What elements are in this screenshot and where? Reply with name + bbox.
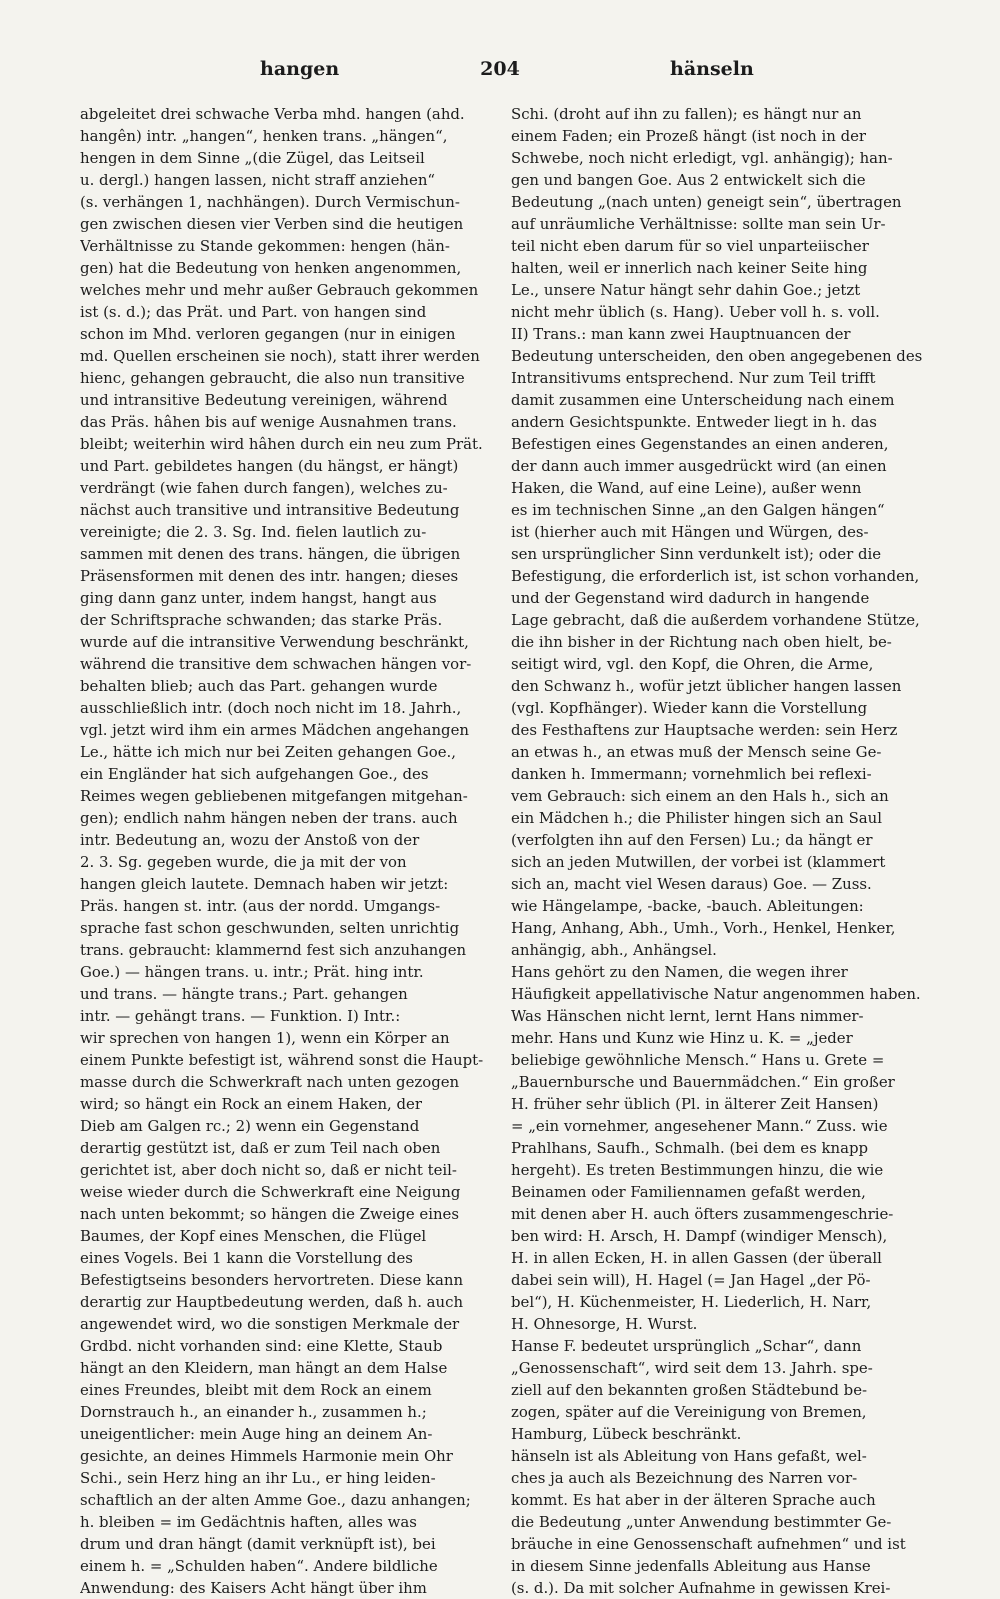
text-line: Bedeutung „(nach unten) geneigt sein“, übertragen (511, 193, 902, 211)
text-line: Dieb am Galgen rc.; 2) wenn ein Gegenstand (80, 1117, 420, 1135)
text-line: einem Punkte befestigt ist, während sonst die Haupt- (80, 1051, 484, 1069)
page-number: 204 (480, 58, 520, 80)
text-line: halten, weil er innerlich nach keiner Seite hing (511, 259, 868, 277)
text-line: auf unräumliche Verhältnisse: sollte man sein Ur- (511, 215, 886, 233)
text-line: gen); endlich nahm hängen neben der trans. auch (80, 809, 458, 827)
text-line: abgeleitet drei schwache Verba mhd. hangen (ahd. (80, 105, 465, 123)
text-line: Goe.) — hängen trans. u. intr.; Prät. hing intr. (80, 963, 424, 981)
text-line: ziell auf den bekannten großen Städtebund be- (511, 1381, 868, 1399)
text-line: „Bauernbursche und Bauernmädchen.“ Ein großer (511, 1073, 895, 1091)
text-line: = „ein vornehmer, angesehener Mann.“ Zuss. wie (511, 1117, 888, 1135)
text-line: ein Engländer hat sich aufgehangen Goe., des (80, 765, 429, 783)
text-line: danken h. Immermann; vornehmlich bei reflexi- (511, 765, 872, 783)
text-line: ist (s. d.); das Prät. und Part. von hangen sind (80, 303, 427, 321)
text-line: Was Hänschen nicht lernt, lernt Hans nimmer- (511, 1007, 864, 1025)
text-line: sen ursprünglicher Sinn verdunkelt ist); oder die (511, 545, 882, 563)
text-line: angewendet wird, wo die sonstigen Merkmale der (80, 1315, 460, 1333)
text-line: Dornstrauch h., an einander h., zusammen h.; (80, 1403, 427, 1421)
header-right-word: hänseln (670, 58, 754, 80)
text-line: nicht mehr üblich (s. Hang). Ueber voll h. s. voll. (511, 303, 880, 321)
text-line: teil nicht eben darum für so viel unparteiischer (511, 237, 869, 255)
text-line: hergeht). Es treten Bestimmungen hinzu, die wie (511, 1161, 884, 1179)
text-line: während die transitive dem schwachen hängen vor- (80, 655, 472, 673)
text-line: Reimes wegen gebliebenen mitgefangen mitgehan- (80, 787, 468, 805)
text-line: und intransitive Bedeutung vereinigen, während (80, 391, 448, 409)
text-line: H. Ohnesorge, H. Wurst. (511, 1315, 698, 1333)
text-line: Befestigung, die erforderlich ist, ist schon vorhanden, (511, 567, 920, 585)
text-line: den Schwanz h., wofür jetzt üblicher hangen lassen (511, 677, 902, 695)
text-line: Schi., sein Herz hing an ihr Lu., er hing leiden- (80, 1469, 436, 1487)
text-line: md. Quellen erscheinen sie noch), statt ihrer werden (80, 347, 480, 365)
text-line: (verfolgten ihn auf den Fersen) Lu.; da hängt er (511, 831, 873, 849)
running-head (80, 58, 920, 88)
text-line: derartig gestützt ist, daß er zum Teil nach oben (80, 1139, 441, 1157)
text-line: uneigentlicher: mein Auge hing an deinem An- (80, 1425, 433, 1443)
text-line: gen und bangen Goe. Aus 2 entwickelt sich die (511, 171, 866, 189)
text-line: welches mehr und mehr außer Gebrauch gekommen (80, 281, 479, 299)
text-line: gen zwischen diesen vier Verben sind die heutigen (80, 215, 464, 233)
text-line: „Genossenschaft“, wird seit dem 13. Jahrh. spe- (511, 1359, 873, 1377)
text-line: schaftlich an der alten Amme Goe., dazu anhangen; (80, 1491, 471, 1509)
text-line: Schwebe, noch nicht erledigt, vgl. anhängig); han- (511, 149, 893, 167)
text-line: nach unten bekommt; so hängen die Zweige eines (80, 1205, 460, 1223)
text-line: der Schriftsprache schwanden; das starke Präs. (80, 611, 443, 629)
text-line: bräuche in eine Genossenschaft aufnehmen“ und ist (511, 1535, 906, 1553)
text-line: derartig zur Hauptbedeutung werden, daß h. auch (80, 1293, 464, 1311)
text-line: ben wird: H. Arsch, H. Dampf (windiger Mensch), (511, 1227, 888, 1245)
text-line: gerichtet ist, aber doch nicht so, daß er nicht teil- (80, 1161, 457, 1179)
text-line: wie Hängelampe, -backe, -bauch. Ableitungen: (511, 897, 864, 915)
text-line: (s. verhängen 1, nachhängen). Durch Vermischun- (80, 193, 460, 211)
text-line: Präsensformen mit denen des intr. hangen; dieses (80, 567, 459, 585)
text-line: verdrängt (wie fahen durch fangen), welches zu- (80, 479, 448, 497)
text-line: Prahlhans, Saufh., Schmalh. (bei dem es knapp (511, 1139, 869, 1157)
text-line: und Part. gebildetes hangen (du hängst, er hängt) (80, 457, 459, 475)
text-line: eines Freundes, bleibt mit dem Rock an einem (80, 1381, 432, 1399)
text-line: drum und dran hängt (damit verknüpft ist), bei (80, 1535, 436, 1553)
text-line: Befestigtseins besonders hervortreten. Diese kann (80, 1271, 464, 1289)
text-line: vem Gebrauch: sich einem an den Hals h., sich an (511, 787, 889, 805)
text-line: H. in allen Ecken, H. in allen Gassen (der überall (511, 1249, 882, 1267)
text-line: damit zusammen eine Unterscheidung nach einem (511, 391, 895, 409)
text-line: Schi. (droht auf ihn zu fallen); es hängt nur an (511, 105, 862, 123)
text-line: wurde auf die intransitive Verwendung beschränkt, (80, 633, 469, 651)
text-line: bleibt; weiterhin wird hâhen durch ein neu zum Prät. (80, 435, 483, 453)
text-line: kommt. Es hat aber in der älteren Sprache auch (511, 1491, 876, 1509)
text-line: nächst auch transitive und intransitive Bedeutung (80, 501, 460, 519)
text-line: II) Trans.: man kann zwei Hauptnuancen der (511, 325, 851, 343)
text-line: h. bleiben = im Gedächtnis haften, alles was (80, 1513, 417, 1531)
text-line: bel“), H. Küchenmeister, H. Liederlich, H. Narr, (511, 1293, 872, 1311)
text-line: Beinamen oder Familiennamen gefaßt werden, (511, 1183, 866, 1201)
text-line: dabei sein will), H. Hagel (= Jan Hagel „der Pö- (511, 1271, 871, 1289)
text-line: mit denen aber H. auch öfters zusammengeschrie- (511, 1205, 894, 1223)
text-line: es im technischen Sinne „an den Galgen hängen“ (511, 501, 885, 519)
text-line: trans. gebraucht: klammernd fest sich anzuhangen (80, 941, 467, 959)
text-line: gen) hat die Bedeutung von henken angenommen, (80, 259, 462, 277)
text-line: zogen, später auf die Vereinigung von Bremen, (511, 1403, 867, 1421)
text-line: vgl. jetzt wird ihm ein armes Mädchen angehangen (80, 721, 469, 739)
text-line: Intransitivums entsprechend. Nur zum Teil trifft (511, 369, 876, 387)
text-line: Baumes, der Kopf eines Menschen, die Flügel (80, 1227, 427, 1245)
text-line: Hamburg, Lübeck beschränkt. (511, 1425, 742, 1443)
text-line: hänseln ist als Ableitung von Hans gefaßt, wel- (511, 1447, 867, 1465)
text-line: behalten blieb; auch das Part. gehangen wurde (80, 677, 438, 695)
text-line: sammen mit denen des trans. hängen, die übrigen (80, 545, 461, 563)
text-line: einem Faden; ein Prozeß hängt (ist noch in der (511, 127, 867, 145)
text-line: andern Gesichtspunkte. Entweder liegt in h. das (511, 413, 877, 431)
text-line: anhängig, abh., Anhängsel. (511, 941, 717, 959)
text-line: das Präs. hâhen bis auf wenige Ausnahmen trans. (80, 413, 457, 431)
text-line: ging dann ganz unter, indem hangst, hangt aus (80, 589, 437, 607)
text-line: intr. Bedeutung an, wozu der Anstoß von der (80, 831, 420, 849)
text-line: weise wieder durch die Schwerkraft eine Neigung (80, 1183, 461, 1201)
text-line: wir sprechen von hangen 1), wenn ein Körper an (80, 1029, 450, 1047)
text-line: vereinigte; die 2. 3. Sg. Ind. fielen lautlich zu- (80, 523, 427, 541)
text-line: Hang, Anhang, Abh., Umh., Vorh., Henkel, Henker, (511, 919, 896, 937)
text-line: hienc, gehangen gebraucht, die also nun transitive (80, 369, 465, 387)
text-line: hängt an den Kleidern, man hängt an dem Halse (80, 1359, 448, 1377)
text-line: Haken, die Wand, auf eine Leine), außer wenn (511, 479, 862, 497)
text-line: intr. — gehängt trans. — Funktion. I) Intr.: (80, 1007, 401, 1025)
text-line: sich an, macht viel Wesen daraus) Goe. — Zuss. (511, 875, 872, 893)
text-line: in diesem Sinne jedenfalls Ableitung aus Hanse (511, 1557, 871, 1575)
text-line: die Bedeutung „unter Anwendung bestimmter Ge- (511, 1513, 892, 1531)
text-line: an etwas h., an etwas muß der Mensch seine Ge- (511, 743, 882, 761)
text-line: einem h. = „Schulden haben“. Andere bildliche (80, 1557, 438, 1575)
text-line: 2. 3. Sg. gegeben wurde, die ja mit der von (80, 853, 407, 871)
text-line: Häufigkeit appellativische Natur angenommen haben. (511, 985, 921, 1003)
text-line: die ihn bisher in der Richtung nach oben hielt, be- (511, 633, 892, 651)
text-line: Verhältnisse zu Stande gekommen: hengen (hän- (80, 237, 450, 255)
text-line: Grdbd. nicht vorhanden sind: eine Klette, Staub (80, 1337, 443, 1355)
text-line: masse durch die Schwerkraft nach unten gezogen (80, 1073, 460, 1091)
text-line: Bedeutung unterscheiden, den oben angegebenen des (511, 347, 923, 365)
text-line: Hans gehört zu den Namen, die wegen ihrer (511, 963, 848, 981)
text-line: ein Mädchen h.; die Philister hingen sich an Saul (511, 809, 883, 827)
header-left-word: hangen (260, 58, 340, 80)
text-line: gesichte, an deines Himmels Harmonie mein Ohr (80, 1447, 453, 1465)
text-line: hangên) intr. „hangen“, henken trans. „hängen“, (80, 127, 448, 145)
text-line: und trans. — hängte trans.; Part. gehangen (80, 985, 408, 1003)
right-column (511, 103, 923, 1599)
text-line: mehr. Hans und Kunz wie Hinz u. K. = „jeder (511, 1029, 853, 1047)
text-line: wird; so hängt ein Rock an einem Haken, der (80, 1095, 422, 1113)
text-line: seitigt wird, vgl. den Kopf, die Ohren, die Arme, (511, 655, 874, 673)
text-line: hangen gleich lautete. Demnach haben wir jetzt: (80, 875, 449, 893)
text-line: Le., unsere Natur hängt sehr dahin Goe.; jetzt (511, 281, 861, 299)
left-column (80, 103, 492, 1599)
text-line: ist (hierher auch mit Hängen und Würgen, des- (511, 523, 869, 541)
text-line: Befestigen eines Gegenstandes an einen anderen, (511, 435, 889, 453)
text-line: eines Vogels. Bei 1 kann die Vorstellung des (80, 1249, 413, 1267)
text-line: Lage gebracht, daß die außerdem vorhandene Stütze, (511, 611, 920, 629)
text-line: Anwendung: des Kaisers Acht hängt über ihm (80, 1579, 427, 1597)
text-line: sprache fast schon geschwunden, selten unrichtig (80, 919, 460, 937)
text-line: ausschließlich intr. (doch noch nicht im 18. Jahrh., (80, 699, 462, 717)
text-line: Präs. hangen st. intr. (aus der nordd. Umgangs- (80, 897, 441, 915)
text-line: ches ja auch als Bezeichnung des Narren vor- (511, 1469, 858, 1487)
text-line: schon im Mhd. verloren gegangen (nur in einigen (80, 325, 456, 343)
text-line: und der Gegenstand wird dadurch in hangende (511, 589, 870, 607)
text-line: u. dergl.) hangen lassen, nicht straff anziehen“ (80, 171, 436, 189)
text-line: (vgl. Kopfhänger). Wieder kann die Vorstellung (511, 699, 868, 717)
text-line: Le., hätte ich mich nur bei Zeiten gehangen Goe., (80, 743, 456, 761)
text-line: beliebige gewöhnliche Mensch.“ Hans u. Grete = (511, 1051, 885, 1069)
text-line: des Festhaftens zur Hauptsache werden: sein Herz (511, 721, 898, 739)
text-line: hengen in dem Sinne „(die Zügel, das Leitseil (80, 149, 425, 167)
text-line: H. früher sehr üblich (Pl. in älterer Zeit Hansen) (511, 1095, 879, 1113)
text-line: der dann auch immer ausgedrückt wird (an einen (511, 457, 887, 475)
text-line: Hanse F. bedeutet ursprünglich „Schar“, dann (511, 1337, 862, 1355)
text-line: sich an jeden Mutwillen, der vorbei ist (klammert (511, 853, 886, 871)
text-line: (s. d.). Da mit solcher Aufnahme in gewissen Krei- (511, 1579, 891, 1597)
